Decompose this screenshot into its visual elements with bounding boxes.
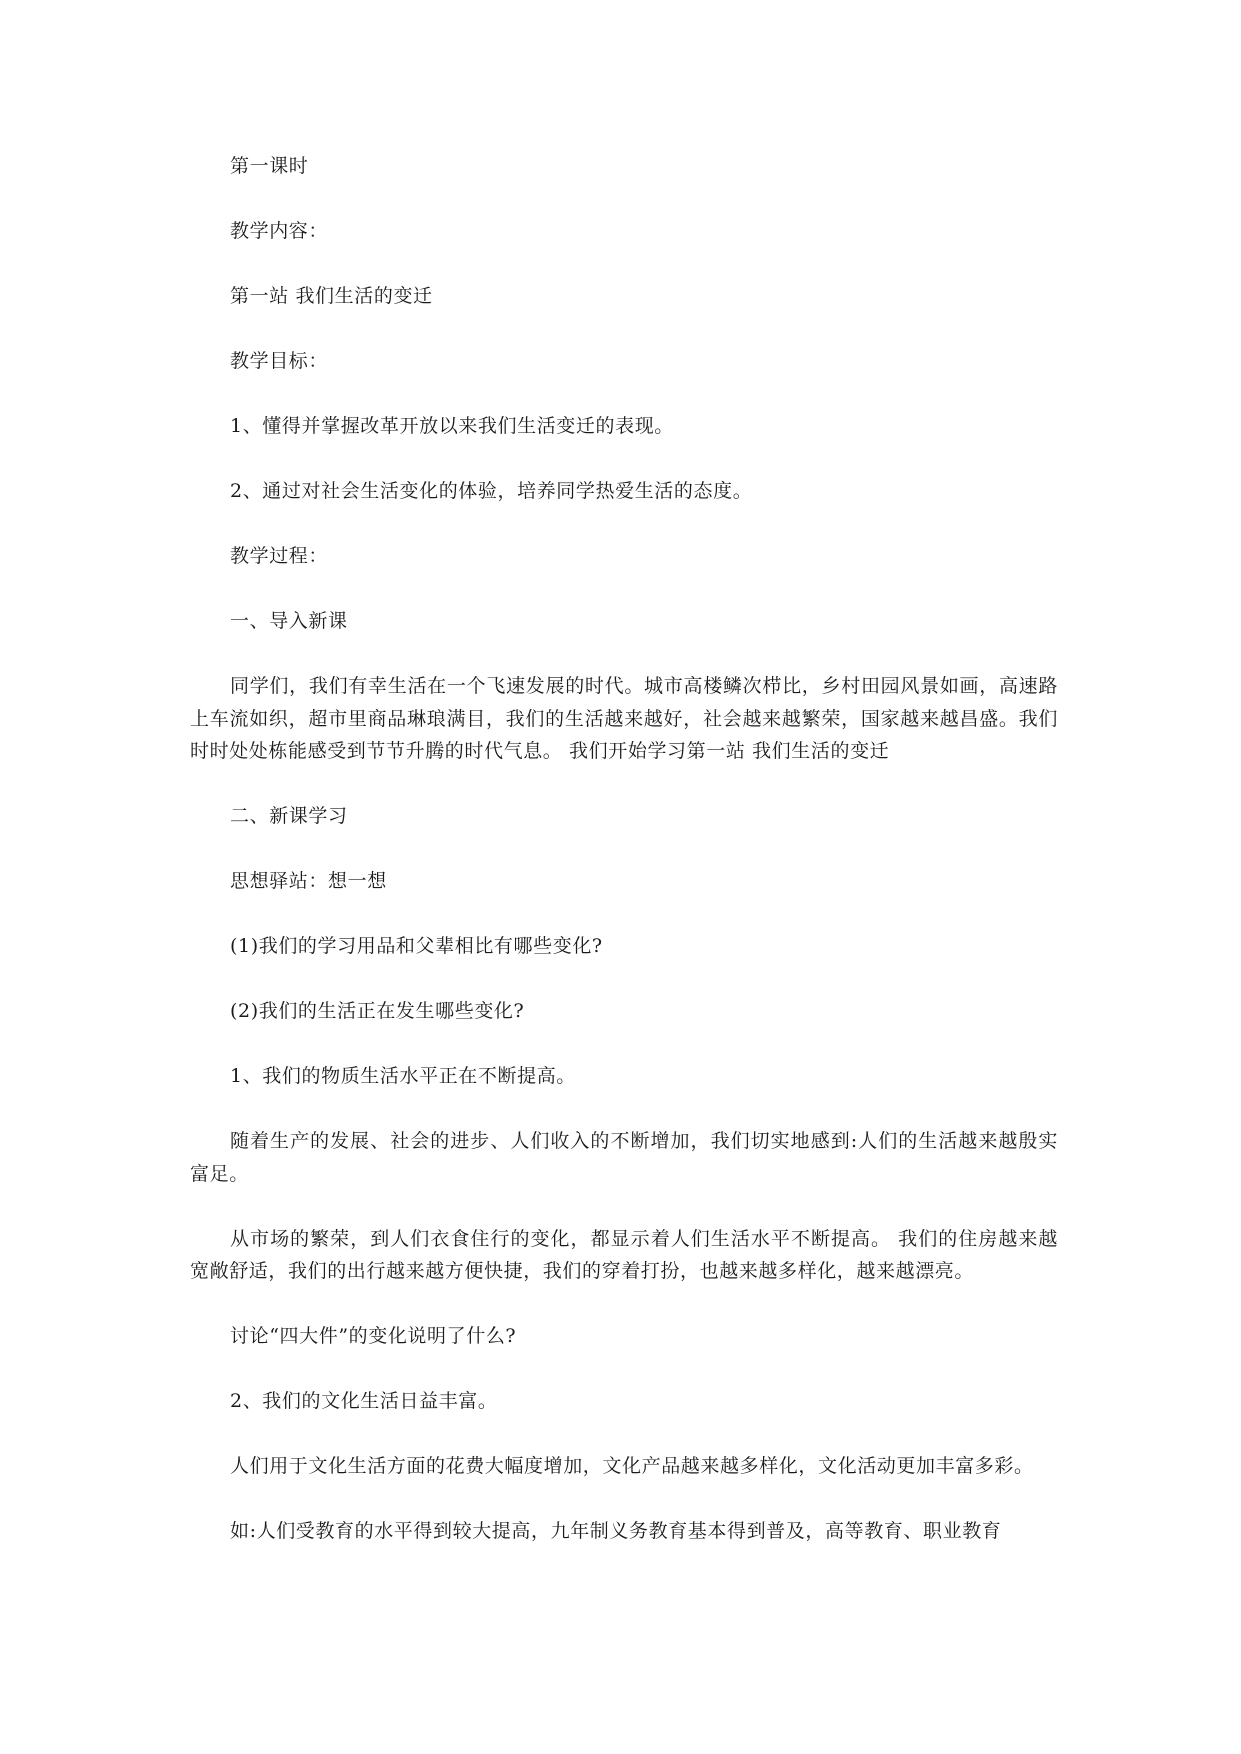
discussion-question: 讨论“四大件”的变化说明了什么? — [230, 1325, 517, 1347]
intro-paragraph: 同学们，我们有幸生活在一个飞速发展的时代。城市高楼鳞次栉比，乡村田园风景如画，高速路上车流如织，超市里商品琳琅满目，我们的生活越来越好，社会越来越繁荣，国家越来越昌盛。我们时时处处栋能感受到节节升腾的时代气息。 我们开始学习第一站 我们生活的变迁 — [190, 675, 1058, 762]
goal-item-2: 2、通过对社会生活变化的体验，培养同学热爱生活的态度。 — [230, 480, 753, 502]
question-2: (2)我们的生活正在发生哪些变化? — [230, 1000, 525, 1022]
section-heading-intro: 一、导入新课 — [230, 610, 348, 632]
teaching-process-heading: 教学过程： — [230, 545, 329, 567]
station-title: 第一站 我们生活的变迁 — [230, 285, 433, 307]
point-1-paragraph-b: 从市场的繁荣，到人们衣食住行的变化，都显示着人们生活水平不断提高。 我们的住房越来越宽敞舒适，我们的出行越来越方便快捷，我们的穿着打扮，也越来越多样化，越来越漂亮。 — [190, 1227, 1058, 1282]
teaching-goals-heading: 教学目标： — [230, 350, 329, 372]
thinking-station: 思想驿站：想一想 — [230, 870, 387, 892]
point-1-heading: 1、我们的物质生活水平正在不断提高。 — [230, 1065, 576, 1087]
document-body — [190, 150, 1058, 1548]
teaching-content-heading: 教学内容： — [230, 220, 329, 242]
question-1: (1)我们的学习用品和父辈相比有哪些变化? — [230, 935, 603, 957]
point-2-paragraph-b: 如:人们受教育的水平得到较大提高，九年制义务教育基本得到普及，高等教育、职业教育 — [230, 1520, 1002, 1542]
goal-item-1: 1、懂得并掌握改革开放以来我们生活变迁的表现。 — [230, 415, 674, 437]
point-2-heading: 2、我们的文化生活日益丰富。 — [230, 1390, 498, 1412]
point-1-paragraph-a: 随着生产的发展、社会的进步、人们收入的不断增加，我们切实地感到:人们的生活越来越殷实富足。 — [190, 1130, 1058, 1185]
point-2-paragraph-a: 人们用于文化生活方面的花费大幅度增加，文化产品越来越多样化，文化活动更加丰富多彩。 — [230, 1455, 1034, 1477]
section-heading-new-lesson: 二、新课学习 — [230, 805, 348, 827]
lesson-period: 第一课时 — [230, 155, 309, 177]
